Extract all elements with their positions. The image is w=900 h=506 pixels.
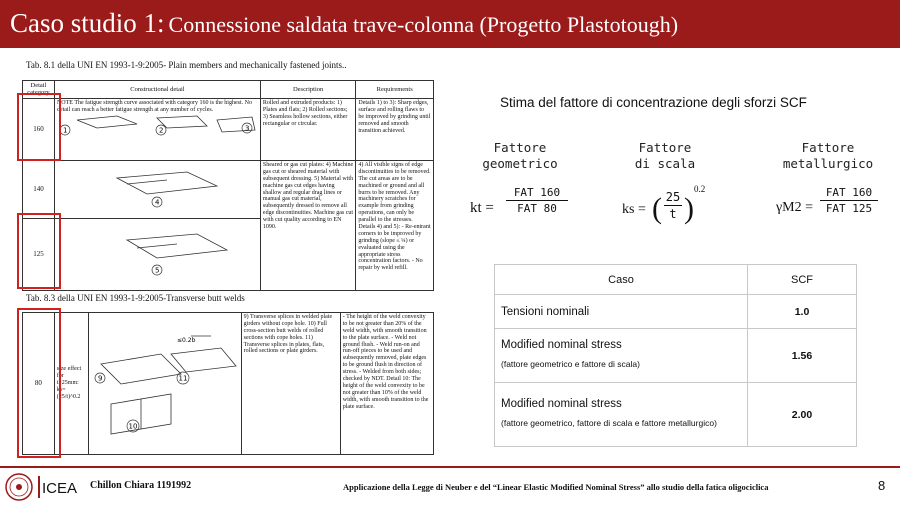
caso-label: Modified nominal stress bbox=[501, 398, 622, 411]
factor-geometric-line2: geometrico bbox=[482, 155, 558, 171]
caso-label: Modified nominal stress bbox=[501, 339, 622, 352]
formula-ks-num: 25 bbox=[665, 190, 681, 204]
rolled-products-sketch bbox=[57, 114, 257, 136]
detail-category-160: 160 bbox=[23, 98, 55, 160]
description-140: Sheared or gas cut plates: 4) Machine gas cut or sheared material with subsequent dressing. 5) Material with machine gas cut edges having shallow and regular drag lines or manual gas cut material, subsequently dressed to remove all edge discontinuities. Machine gas cut with cut quality according to EN 1090. bbox=[260, 160, 355, 290]
requirements-80: - The height of the weld convexity to be not greater than 20% of the weld width, with smooth transition to the plate surface. - Weld not ground flush. - Weld run-on and run-off pieces to be used and subsequently removed, plate edges to be ground flush in direction of stress. - Welded from both sides; checked by NDT. Detail 10: The height of the weld convexity to be not greater than 10% of the weld width, with smooth transition to the plate surface. bbox=[340, 313, 433, 455]
butt-weld-sketch bbox=[91, 314, 239, 450]
slide-title bbox=[10, 8, 678, 39]
formula-gm-num: FAT 160 bbox=[825, 186, 873, 199]
mark-10: 10 bbox=[128, 422, 138, 431]
constructional-detail-cell bbox=[54, 218, 260, 290]
caso-label: Tensioni nominali bbox=[501, 305, 590, 318]
detail-category-80: 80 bbox=[23, 313, 55, 455]
machine-cut-plate-sketch bbox=[57, 220, 257, 280]
title-sub: Connessione saldata trave-colonna (Progetto Plastotough) bbox=[168, 12, 679, 37]
icea-logo bbox=[38, 474, 78, 500]
row-caso bbox=[495, 383, 748, 447]
row-caso bbox=[495, 329, 748, 383]
caption-tab-81: Tab. 8.1 della UNI EN 1993-1-9:2005- Plain members and mechanically fastened joints.. bbox=[26, 60, 347, 70]
caption-tab-83: Tab. 8.3 della UNI EN 1993-1-9:2005-Transverse butt welds bbox=[26, 293, 245, 303]
row-scf-value: 1.56 bbox=[748, 329, 857, 383]
highlight-80 bbox=[17, 308, 61, 458]
formula-kt-den: FAT 80 bbox=[517, 202, 557, 215]
description-80: 9) Transverse splices in welded plate girders without cope hole. 10) Full cross-section butt welds of rolled sections with cope holes. 11) Transverse splices in plates, flats, rolled sections or plate girders. bbox=[241, 313, 340, 455]
highlight-125 bbox=[17, 213, 61, 289]
header-description: Description bbox=[260, 81, 355, 99]
gas-cut-plate-sketch bbox=[57, 162, 257, 212]
header-constructional-detail: Constructional detail bbox=[54, 81, 260, 99]
title-main: Caso studio 1: bbox=[10, 8, 165, 38]
formula-ks-den: t bbox=[669, 207, 677, 221]
constructional-detail-cell bbox=[54, 160, 260, 218]
constructional-detail-cell bbox=[54, 98, 260, 160]
row-caso bbox=[495, 295, 748, 329]
detail-category-140: 140 bbox=[23, 160, 55, 218]
detail-category-125: 125 bbox=[23, 218, 55, 290]
detail-note: NOTE The fatigue strength curve associated with category 160 is the highest. No detail can reach a better fatigue strength at any number of cycles. bbox=[56, 99, 252, 113]
caso-sub: (fattore geometrico e fattore di scala) bbox=[501, 359, 640, 370]
mark-2: 2 bbox=[158, 126, 164, 135]
table-8-3 bbox=[22, 312, 434, 455]
header-detail-category: Detail category bbox=[23, 81, 55, 99]
factor-geometric-line1: Fattore bbox=[493, 140, 547, 155]
highlight-160 bbox=[17, 93, 61, 161]
scf-table bbox=[494, 264, 857, 447]
dim-label: ≤0.2b bbox=[176, 337, 196, 344]
description-160: Rolled and extruded products: 1) Plates and flats; 2) Rolled sections; 3) Seamless hollow sections, either rectangular or circular. bbox=[260, 98, 355, 160]
page-number: 8 bbox=[878, 478, 886, 493]
footer-topic: Applicazione della Legge di Neuber e del “Linear Elastic Modified Nominal Stress” allo studio della fatica oligociclica bbox=[343, 482, 769, 492]
requirements-140: 4) All visible signs of edge discontinuities to be removed. The cut areas are to be machined or ground and all burrs to be removed. Any machinery scratches for example from grinding operations, can only be parallel to the stresses. Details 4) and 5): - Re-entrant corners to be improved by grinding (slope ≤ ¼) or evaluated using the appropriate stress concentration factors. - No repair by weld refill. bbox=[356, 160, 434, 290]
university-seal-icon bbox=[4, 472, 34, 502]
formula-gm-lhs: γM2 = bbox=[776, 200, 814, 215]
icea-logo-text: ICEA bbox=[42, 480, 78, 497]
header-scf: SCF bbox=[748, 265, 857, 295]
formula-gm-fraction bbox=[820, 186, 878, 215]
header-caso: Caso bbox=[495, 265, 748, 295]
formula-kt-fraction bbox=[506, 186, 568, 215]
formula-ks-exp: 0.2 bbox=[694, 184, 706, 194]
constructional-detail-cell bbox=[88, 313, 241, 455]
scf-title: Stima del fattore di concentrazione degli sforzi SCF bbox=[500, 95, 807, 110]
paren-open: ( bbox=[652, 192, 662, 225]
mark-9: 9 bbox=[97, 374, 103, 383]
paren-close: ) bbox=[684, 192, 694, 225]
mark-1: 1 bbox=[62, 126, 68, 135]
mark-3: 3 bbox=[244, 124, 250, 133]
requirements-160: Details 1) to 3): Sharp edges, surface and rolling flaws to be improved by grinding until removed and smooth transition achieved. bbox=[356, 98, 434, 160]
footer-divider bbox=[0, 466, 900, 468]
row-scf-value: 1.0 bbox=[748, 295, 857, 329]
table-8-1 bbox=[22, 80, 434, 291]
formula-ks-fraction bbox=[664, 190, 682, 221]
factor-scale-heading: Fattore di scala bbox=[634, 140, 696, 171]
caso-sub: (fattore geometrico, fattore di scala e fattore metallurgico) bbox=[501, 418, 717, 429]
row-scf-value: 2.00 bbox=[748, 383, 857, 447]
factor-geometric-heading bbox=[470, 140, 570, 171]
footer-author: Chillon Chiara 1191992 bbox=[90, 480, 192, 491]
factor-metallurgic-heading: Fattore metallurgico bbox=[782, 140, 874, 171]
formula-ks-lhs: ks = bbox=[622, 202, 646, 217]
formula-kt-num: FAT 160 bbox=[513, 186, 561, 199]
formula-gm-den: FAT 125 bbox=[825, 202, 873, 215]
size-effect-note: size effect for t>25mm: ks=(25/t)^0.2 bbox=[54, 313, 88, 455]
mark-5: 5 bbox=[154, 266, 160, 275]
formula-kt-lhs: kt = bbox=[470, 200, 494, 216]
mark-4: 4 bbox=[154, 198, 160, 207]
mark-11: 11 bbox=[178, 374, 188, 383]
header-requirements: Requirements bbox=[356, 81, 434, 99]
